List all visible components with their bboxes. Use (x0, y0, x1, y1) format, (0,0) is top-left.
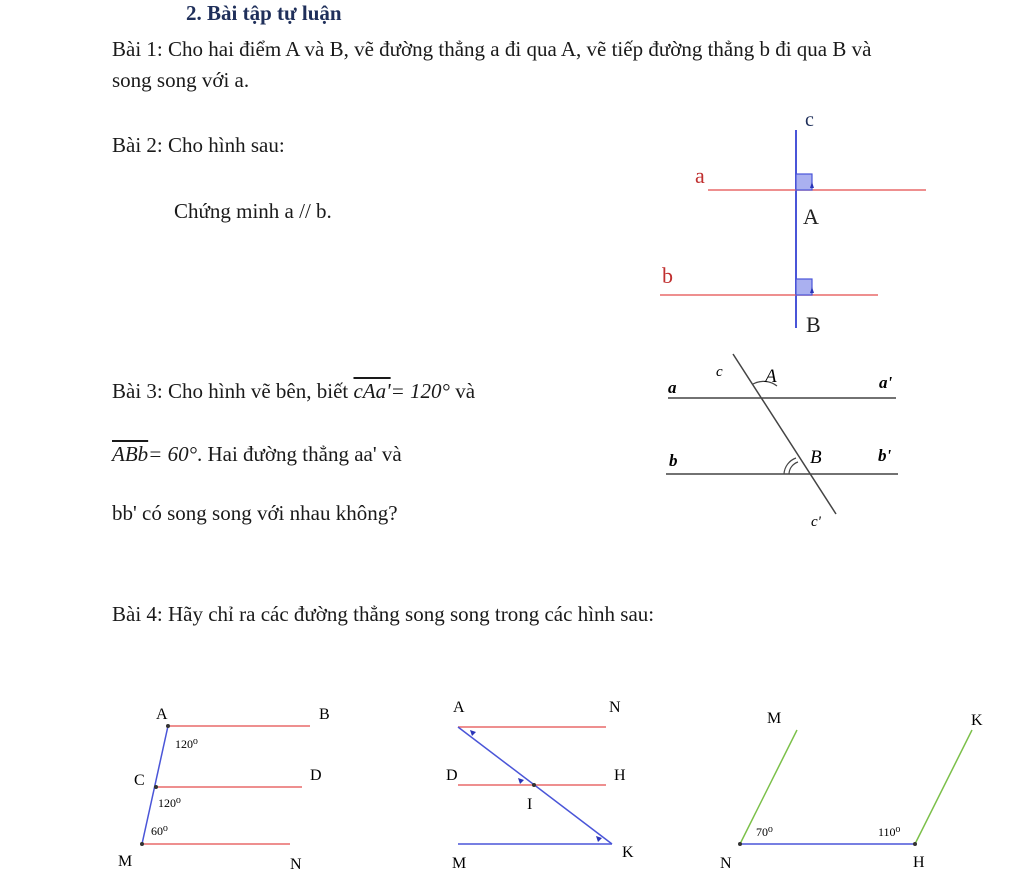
fig2-label-I: I (527, 796, 533, 813)
fig1-label-A: A (156, 706, 168, 723)
fig3-line-KH (915, 730, 972, 844)
bai3-line1-prefix: Bài 3: Cho hình vẽ bên, biết (112, 379, 354, 403)
fig2-label-M: M (452, 855, 467, 872)
bai3-angle1-name: cAa' (353, 379, 391, 403)
bai3-figure (666, 354, 898, 530)
fig1-point-M (140, 842, 144, 846)
bai3-label-b: b (669, 451, 678, 470)
fig1-label-B: B (319, 706, 330, 723)
bai3-line1-suffix: và (449, 379, 476, 403)
fig1-label-M: M (118, 853, 133, 870)
bai1-line1: Bài 1: Cho hai điểm A và B, vẽ đường thẳng a đi qua A, vẽ tiếp đường thẳng b đi qua B và (112, 37, 872, 61)
fig3-label-M: M (767, 710, 782, 727)
bai1-line2: song song với a. (112, 68, 250, 92)
bai3-label-c: c (716, 364, 723, 380)
bai2-label-a: a (695, 163, 705, 188)
fig2-label-A: A (453, 699, 465, 716)
bai2-intro: Bài 2: Cho hình sau: (112, 133, 285, 157)
bai3-arc-B-2 (789, 462, 798, 474)
fig1-point-A (166, 724, 170, 728)
fig3-angle1: 70⁰ (756, 825, 773, 839)
bai3-line-c (733, 354, 836, 514)
bai3-angle2-name: $\overline{ABb}$ (112, 442, 149, 466)
bai4-figure1 (118, 706, 330, 873)
fig2-tick-A (470, 730, 476, 736)
bai3-label-a2: a' (879, 373, 893, 392)
fig1-point-C (154, 785, 158, 789)
bai3-line2-suffix: . Hai đường thẳng aa' và (196, 442, 402, 466)
bai3-label-A: A (765, 366, 777, 387)
fig3-point-N (738, 842, 742, 846)
fig1-label-D: D (310, 767, 322, 784)
fig1-label-N: N (290, 856, 302, 873)
fig2-label-H: H (614, 767, 626, 784)
bai3-label-a: a (668, 378, 677, 397)
bai2-label-B: B (806, 312, 821, 337)
bai2-right-angle-B (796, 279, 812, 295)
bai3-label-B: B (810, 447, 822, 468)
bai2-right-angle-A (796, 174, 812, 190)
fig3-angle2: 110⁰ (878, 825, 901, 839)
fig1-angle2: 120⁰ (158, 796, 181, 810)
bai2-task: Chứng minh a // b. (174, 199, 332, 223)
bai2-label-c: c (805, 109, 814, 131)
bai2-figure (660, 109, 926, 337)
fig3-point-H (913, 842, 917, 846)
bai3-label-c2: c' (811, 514, 821, 530)
fig2-tick-K (596, 836, 602, 842)
bai3-line3: bb' có song song với nhau không? (112, 501, 398, 525)
bai3-arc-B-1 (784, 458, 796, 474)
bai4-figure2 (446, 699, 634, 872)
fig2-label-D: D (446, 767, 458, 784)
fig3-label-K: K (971, 712, 983, 729)
fig3-label-H: H (913, 854, 925, 871)
fig2-label-K: K (622, 844, 634, 861)
bai2-label-b: b (662, 263, 673, 288)
bai3-angle1-value: = 120° (390, 379, 450, 403)
section-heading: 2. Bài tập tự luận (186, 1, 342, 25)
bai3-angle2-value: = 60° (148, 442, 197, 466)
bai2-label-A: A (803, 204, 819, 229)
bai3-label-b2: b' (878, 446, 892, 465)
fig1-label-C: C (134, 772, 145, 789)
fig3-label-N: N (720, 855, 732, 872)
fig2-tick-I (518, 778, 524, 784)
bai4-figure3 (720, 710, 983, 872)
fig1-angle1: 120⁰ (175, 737, 198, 751)
fig2-point-I (532, 783, 536, 787)
bai4-intro: Bài 4: Hãy chỉ ra các đường thẳng song song trong các hình sau: (112, 602, 655, 626)
fig1-angle3: 60⁰ (151, 824, 168, 838)
fig2-label-N: N (609, 699, 621, 716)
